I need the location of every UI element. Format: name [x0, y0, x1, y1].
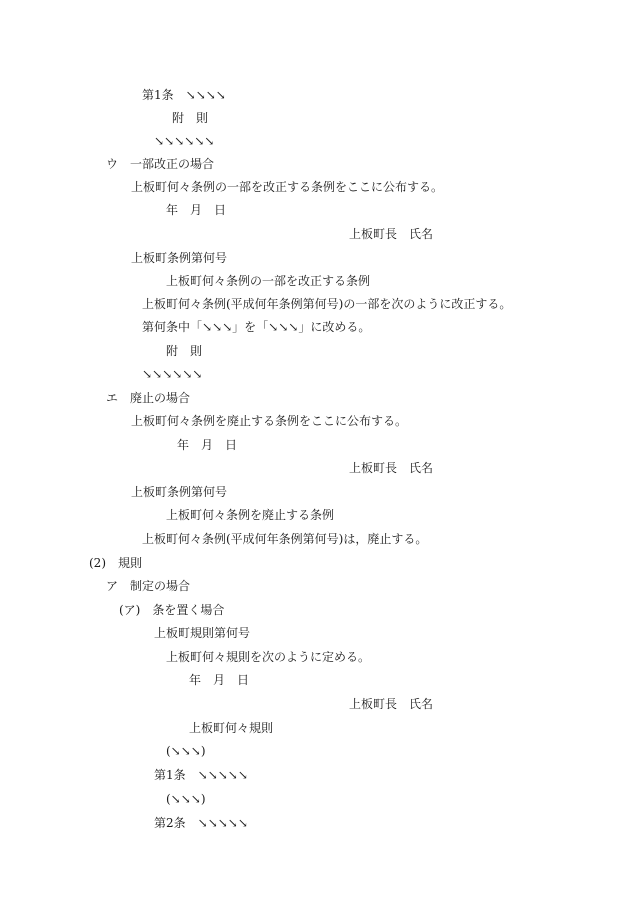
- article-2-line: 第2条 ↘↘↘↘↘: [154, 816, 248, 830]
- article-caption: (↘↘↘): [166, 792, 206, 806]
- article-1-line: 第1条 ↘↘↘↘↘: [154, 768, 248, 782]
- supplementary-heading: 附 則: [172, 111, 209, 125]
- promulgation-text: 上板町何々条例の一部を改正する条例をここに公布する。: [131, 180, 444, 194]
- mayor-signature: 上板町長 氏名: [349, 697, 434, 711]
- ordinance-number: 上板町条例第何号: [131, 251, 228, 265]
- article-amendment-text: 第何条中「↘↘↘」を「↘↘↘」に改める。: [142, 320, 371, 334]
- date-line: 年 月 日: [189, 673, 250, 687]
- date-line: 年 月 日: [177, 438, 238, 452]
- section-heading-regulations: (2) 規則: [89, 556, 142, 570]
- date-line: 年 月 日: [166, 203, 227, 217]
- ordinance-title: 上板町何々条例の一部を改正する条例: [166, 274, 371, 288]
- subsection-heading-with-articles: (ア) 条を置く場合: [119, 603, 225, 617]
- placeholder-text: ↘↘↘↘↘↘: [154, 134, 215, 148]
- article-1-line: 第1条 ↘↘↘↘: [142, 88, 226, 102]
- abolition-text: 上板町何々条例(平成何年条例第何号)は，廃止する。: [142, 532, 428, 546]
- placeholder-text: ↘↘↘↘↘↘: [142, 367, 203, 381]
- mayor-signature: 上板町長 氏名: [349, 227, 434, 241]
- mayor-signature: 上板町長 氏名: [349, 461, 434, 475]
- enactment-text: 上板町何々規則を次のように定める。: [166, 650, 371, 664]
- regulation-title: 上板町何々規則: [189, 721, 274, 735]
- subsection-heading-enactment: ア 制定の場合: [106, 579, 191, 593]
- article-caption: (↘↘↘): [166, 744, 206, 758]
- amendment-text: 上板町何々条例(平成何年条例第何号)の一部を次のように改正する。: [142, 297, 512, 311]
- promulgation-text: 上板町何々条例を廃止する条例をここに公布する。: [131, 414, 408, 428]
- ordinance-title: 上板町何々条例を廃止する条例: [166, 508, 335, 522]
- section-heading-abolition: エ 廃止の場合: [106, 391, 191, 405]
- section-heading-partial-amendment: ウ 一部改正の場合: [106, 157, 215, 171]
- ordinance-number: 上板町条例第何号: [131, 485, 228, 499]
- regulation-number: 上板町規則第何号: [154, 626, 251, 640]
- supplementary-heading: 附 則: [166, 344, 203, 358]
